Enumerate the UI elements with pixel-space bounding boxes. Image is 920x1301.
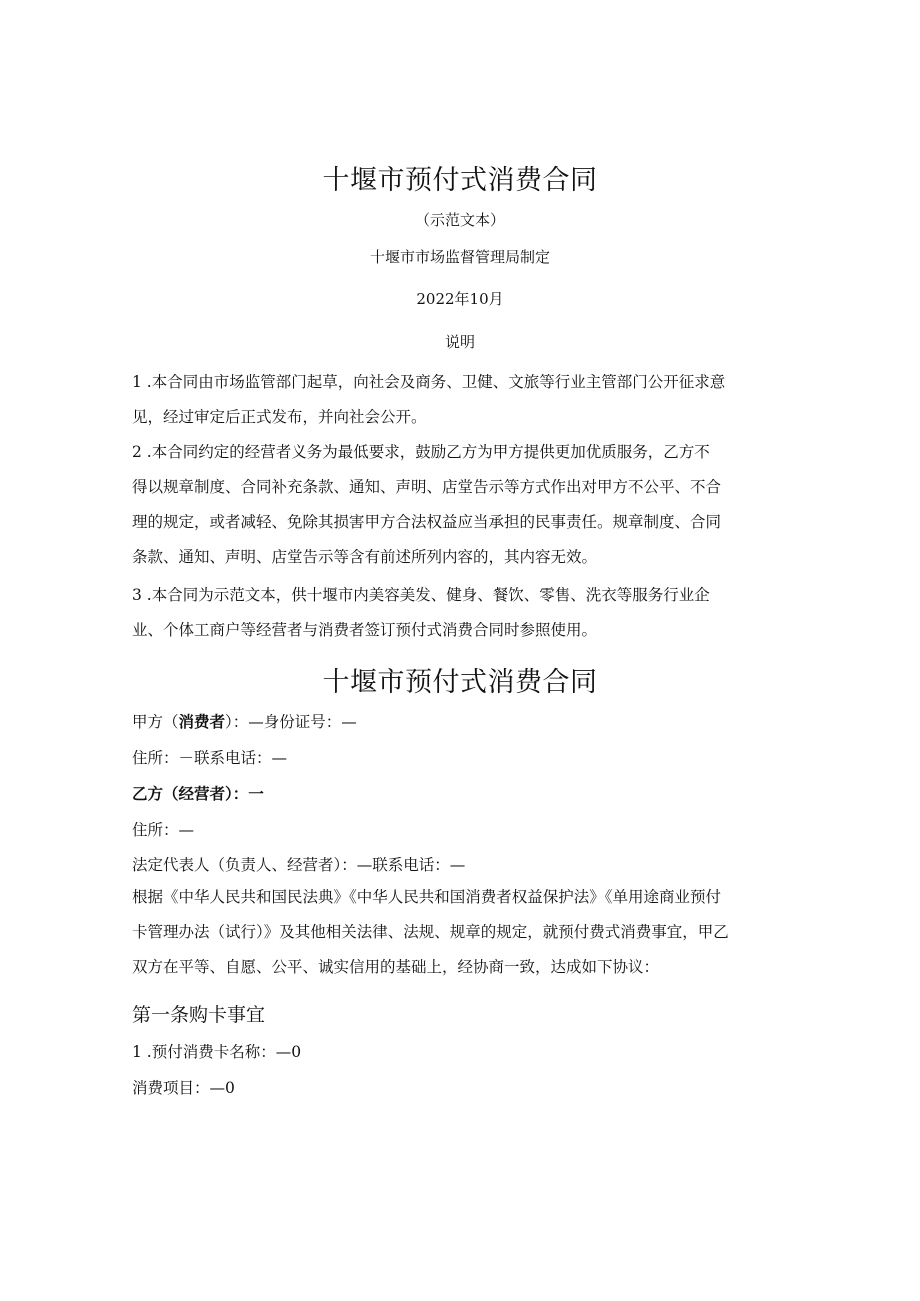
note-1-line-2: 见，经过审定后正式发布，并向社会公开。 (132, 408, 427, 426)
note-2-line-3: 理的规定，或者减轻、免除其损害甲方合法权益应当承担的民事责任。规章制度、合同 (132, 513, 722, 531)
party-a-prefix: 甲方（ (132, 713, 179, 731)
note-item-1 (132, 365, 792, 435)
preamble-line-2: 卡管理办法（试行）》及其他相关法律、法规、规章的规定，就预付费式消费事宜，甲乙 (132, 923, 729, 941)
note-3-line-1: 3 .本合同为示范文本，供十堰市内美容美发、健身、餐饮、零售、洗衣等服务行业企 (132, 586, 710, 604)
note-3-line-2: 业、个体工商户等经营者与消费者签订预付式消费合同时参照使用。 (132, 621, 598, 639)
card-name-line: 1 .预付消费卡名称：—0 (132, 1043, 302, 1061)
preamble (132, 880, 792, 985)
note-item-3 (132, 578, 792, 648)
document-title: 十堰市预付式消费合同 (322, 165, 598, 196)
document-date: 2022年10月 (416, 290, 504, 308)
document-subtitle: （示范文本） (414, 211, 505, 229)
preamble-line-1: 根据《中华人民共和国民法典》《中华人民共和国消费者权益保护法》《单用途商业预付 (132, 888, 722, 906)
party-a-address: 住所：－联系电话：— (132, 749, 288, 767)
note-2-line-1: 2 .本合同约定的经营者义务为最低要求，鼓励乙方为甲方提供更加优质服务，乙方不 (132, 443, 710, 461)
party-a-suffix: ）：—身份证号：— (225, 713, 357, 731)
party-b-address: 住所：— (132, 821, 195, 839)
article-1-heading: 第一条购卡事宜 (132, 1004, 266, 1026)
preamble-line-3: 双方在平等、自愿、公平、诚实信用的基础上，经协商一致，达成如下协议： (132, 958, 660, 976)
document-issuer: 十堰市市场监督管理局制定 (369, 248, 550, 266)
party-b-line: 乙方（经营者）：一 (132, 784, 264, 803)
note-item-2 (132, 435, 792, 575)
party-a-line (132, 710, 357, 732)
party-a-role: 消费者 (178, 712, 226, 731)
contract-title: 十堰市预付式消费合同 (322, 667, 598, 698)
legal-representative: 法定代表人（负责人、经营者）：—联系电话：— (132, 856, 466, 874)
note-2-line-2: 得以规章制度、合同补充条款、通知、声明、店堂告示等方式作出对甲方不公平、不合 (132, 478, 722, 496)
note-2-line-4: 条款、通知、声明、店堂告示等含有前述所列内容的，其内容无效。 (132, 548, 598, 566)
notes-heading: 说明 (444, 333, 475, 351)
note-1-line-1: 1 .本合同由市场监管部门起草，向社会及商务、卫健、文旅等行业主管部门公开征求意 (132, 373, 726, 391)
consume-items-line: 消费项目：—0 (132, 1079, 235, 1097)
